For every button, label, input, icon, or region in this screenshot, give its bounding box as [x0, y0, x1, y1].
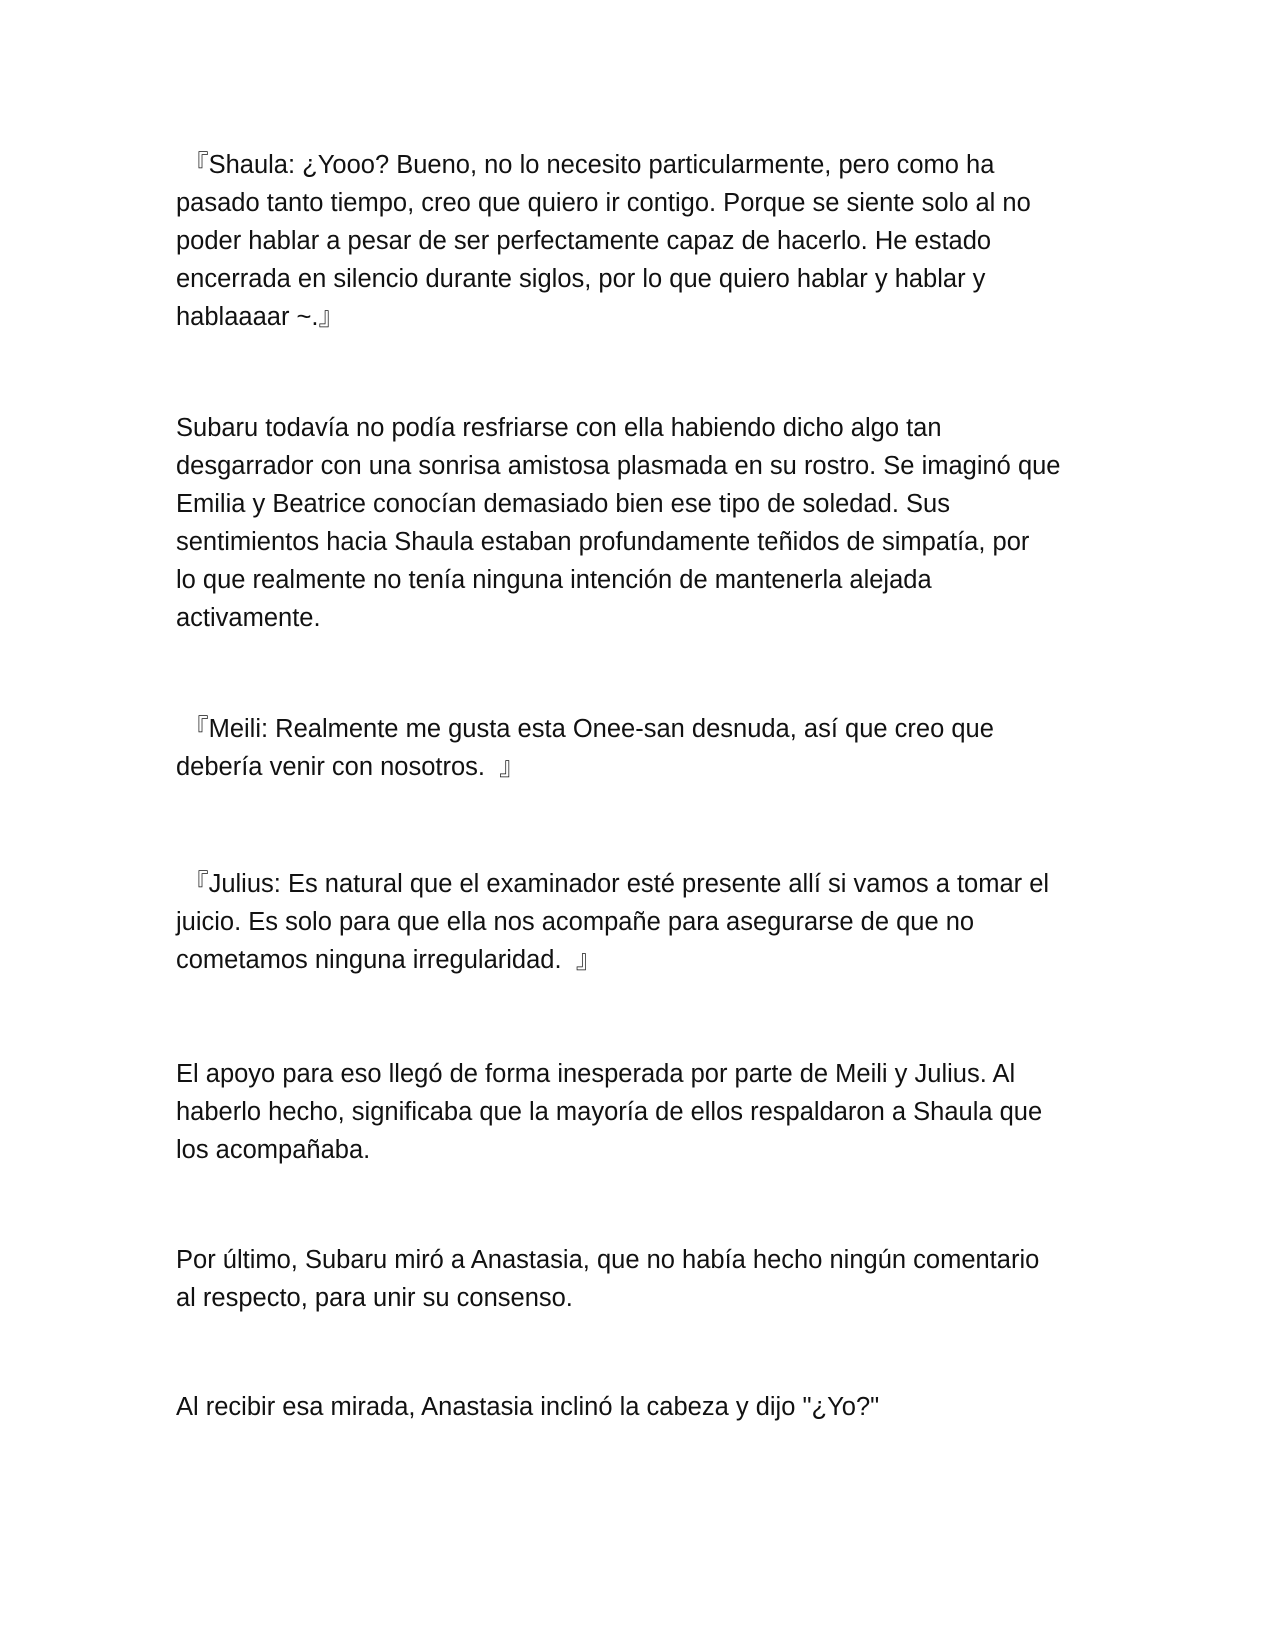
text-line: encerrada en silencio durante siglos, por lo que quiero hablar y hablar y [176, 265, 986, 293]
text-line: lo que realmente no tenía ninguna intención de mantenerla alejada [176, 566, 932, 594]
text-line: poder hablar a pesar de ser perfectamente capaz de hacerlo. He estado [176, 227, 992, 255]
text-line: Subaru todavía no podía resfriarse con ella habiendo dicho algo tan [176, 414, 942, 442]
text-line: Al recibir esa mirada, Anastasia inclinó la cabeza y dijo "¿Yo?" [176, 1393, 880, 1421]
text-line: al respecto, para unir su consenso. [176, 1284, 573, 1312]
text-line: sentimientos hacia Shaula estaban profundamente teñidos de simpatía, por [176, 528, 1030, 556]
paragraph-shaula-dialogue [176, 146, 1096, 336]
text-line: juicio. Es solo para que ella nos acompañe para asegurarse de que no [176, 908, 975, 936]
text-line: pasado tanto tiempo, creo que quiero ir contigo. Porque se siente solo al no [176, 189, 1031, 217]
text-line: debería venir con nosotros. 』 [176, 753, 525, 781]
text-line: desgarrador con una sonrisa amistosa plasmada en su rostro. Se imaginó que [176, 452, 1061, 480]
text-line: 『Julius: Es natural que el examinador esté presente allí si vamos a tomar el [176, 870, 1050, 898]
text-line: hablaaaar ~.』 [176, 303, 344, 331]
paragraph-support-narration [176, 1055, 1096, 1169]
text-line: activamente. [176, 604, 321, 632]
text-line: los acompañaba. [176, 1136, 371, 1164]
text-line: 『Meili: Realmente me gusta esta Onee-san desnuda, así que creo que [176, 715, 994, 743]
text-line: cometamos ninguna irregularidad. 』 [176, 946, 602, 974]
paragraph-subaru-narration [176, 409, 1096, 637]
text-line: Emilia y Beatrice conocían demasiado bien ese tipo de soledad. Sus [176, 490, 950, 518]
text-line: 『Shaula: ¿Yooo? Bueno, no lo necesito particularmente, pero como ha [176, 151, 995, 179]
paragraph-anastasia-reply [176, 1388, 1096, 1426]
paragraph-meili-dialogue [176, 710, 1096, 786]
paragraph-anastasia-narration [176, 1241, 1096, 1317]
text-line: haberlo hecho, significaba que la mayoría de ellos respaldaron a Shaula que [176, 1098, 1043, 1126]
text-line: Por último, Subaru miró a Anastasia, que no había hecho ningún comentario [176, 1246, 1040, 1274]
paragraph-julius-dialogue [176, 865, 1096, 979]
text-line: El apoyo para eso llegó de forma inesperada por parte de Meili y Julius. Al [176, 1060, 1016, 1088]
